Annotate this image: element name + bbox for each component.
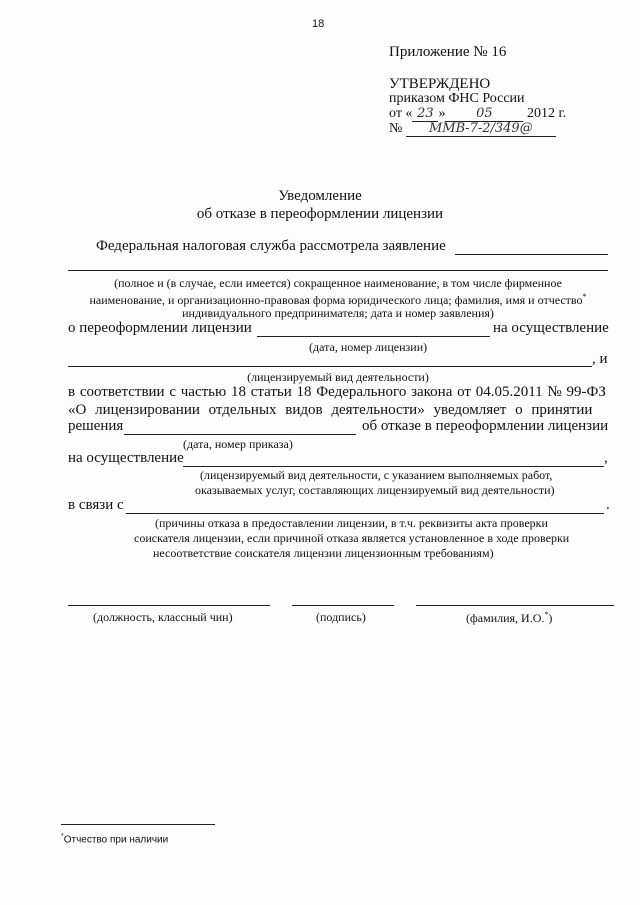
approval-year: 2012 г. [526,106,567,121]
decision-prefix: решения [68,418,124,434]
decision-suffix: об отказе в переоформлении лицензии [362,418,609,434]
approved-label: УТВЕРЖДЕНО [389,76,491,92]
approval-day: 23 [412,106,438,122]
approval-month: 05 [445,106,523,122]
hint-activity-full-1: (лицензируемый вид деятельности, с указанием выполняемых работ, [200,468,553,482]
hint-position: (должность, классный чин) [93,610,233,624]
hint-reason-3: несоответствие соискателя лицензии лицензионным требованиям) [153,546,494,560]
and-text: , и [592,351,608,367]
order-date-number-field[interactable] [124,434,356,435]
hint-signature: (подпись) [316,610,366,624]
document-title: Уведомление [278,188,362,204]
full-name-field[interactable] [416,605,614,606]
footnote-separator [61,824,215,825]
date-mid: » [438,106,446,121]
approval-number-value: ММВ-7-2/349@ [406,121,556,137]
reason-prefix: в связи с [68,497,124,513]
name-asterisk: * [544,610,549,619]
hint-date-number: (дата, номер лицензии) [309,340,428,354]
intro-text: Федеральная налоговая служба рассмотрела заявление [96,238,446,254]
approval-number [389,121,556,137]
hint-activity: (лицензируемый вид деятельности) [247,370,429,384]
footnote-asterisk: * [61,833,64,840]
hint-asterisk: * [582,292,587,301]
footnote-text: Отчество при наличии [63,834,169,846]
reissue-suffix: на осуществление [493,320,609,336]
hint-order: (дата, номер приказа) [183,437,293,451]
applicant-field-2[interactable] [68,270,608,271]
hint-applicant-3: индивидуального предпринимателя; дата и номер заявления) [182,306,494,320]
signature-field[interactable] [292,605,394,606]
activity-prefix: на осуществление [68,450,184,466]
licensed-activity-field[interactable] [68,366,592,367]
law-line-1: в соответствии с частью 18 статьи 18 Федерального закона от 04.05.2011 № 99-ФЗ [68,384,606,400]
hint-full-name-end: ) [548,611,553,625]
reason-field[interactable] [126,513,604,514]
number-prefix: № [389,121,403,136]
approval-date [389,106,566,122]
footnote [61,833,168,845]
hint-full-name [466,610,552,626]
date-prefix: от « [389,106,413,121]
hint-reason-2: соискателя лицензии, если причиной отказа является установленное в ходе проверки [134,531,570,545]
document-subtitle: об отказе в переоформлении лицензии [196,206,444,222]
reissue-prefix: о переоформлении лицензии [68,320,252,336]
hint-applicant-2-text: наименование, и организационно-правовая форма юридического лица; фамилия, имя и отчество [89,293,583,307]
activity-full-field[interactable] [183,466,604,467]
appendix-label: Приложение № 16 [389,44,507,60]
hint-full-name-text: (фамилия, И.О. [466,611,545,625]
position-field[interactable] [68,605,270,606]
reason-end: . [606,497,610,513]
hint-reason-1: (причины отказа в предоставлении лицензии, в т.ч. реквизиты акта проверки [155,516,548,530]
hint-activity-full-2: оказываемых услуг, составляющих лицензируемый вид деятельности) [195,483,555,497]
order-label: приказом ФНС России [389,91,525,106]
hint-applicant-1: (полное и (в случае, если имеется) сокращенное наименование, в том числе фирменное [114,276,562,290]
law-line-2: «О лицензировании отдельных видов деятельности» уведомляет о принятии [68,402,593,418]
license-date-number-field[interactable] [257,336,490,337]
activity-end: , [604,450,608,466]
page-number: 18 [312,18,325,30]
applicant-field-1[interactable] [455,254,608,255]
